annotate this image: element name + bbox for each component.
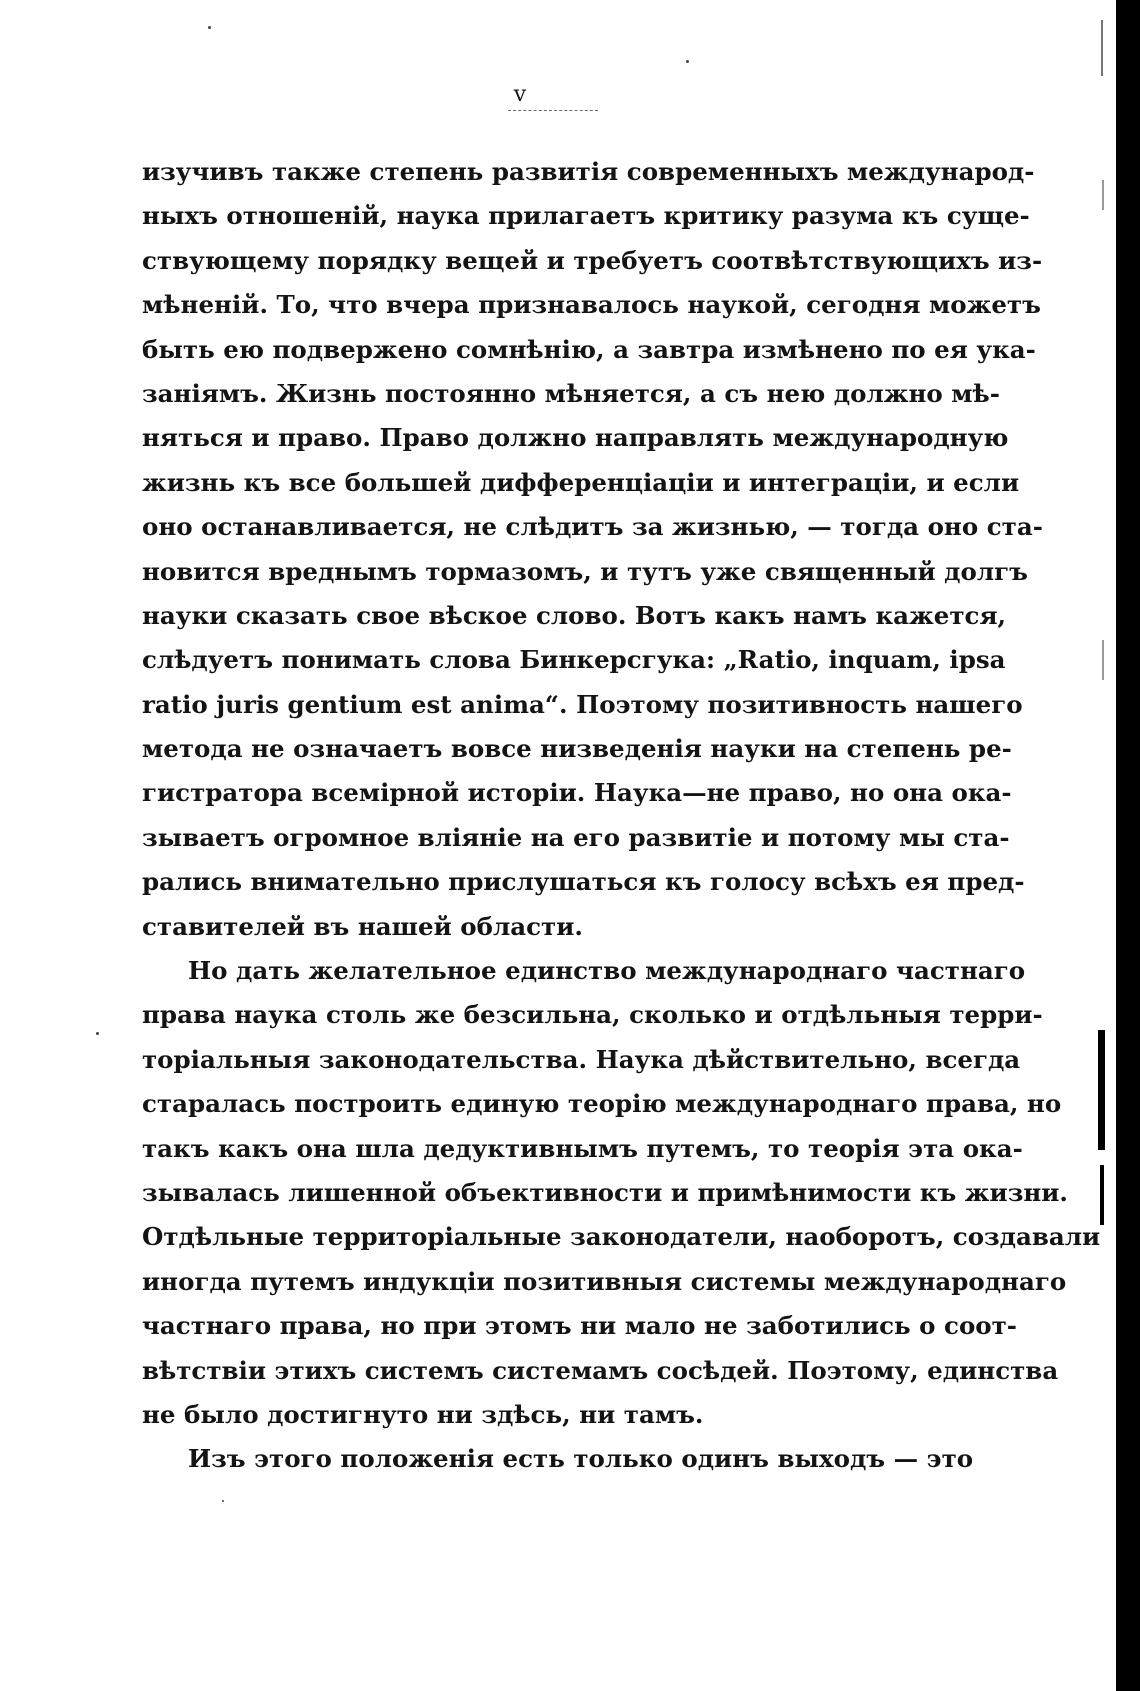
text-line: зывалась лишенной объективности и примѣнимости къ жизни. <box>142 1177 1068 1207</box>
text-line: мѣненій. То, что вчера признавалось наукой, сегодня можетъ <box>142 290 1041 320</box>
text-line: Отдѣльные территоріальные законодатели, наоборотъ, создавали <box>142 1222 1101 1252</box>
scan-edge-mark <box>1101 20 1103 76</box>
text-line: вѣтствіи этихъ системъ системамъ сосѣдей. Поэтому, единства <box>142 1355 1059 1385</box>
text-line: зываетъ огромное вліяніе на его развитіе и потому мы ста- <box>142 822 1010 852</box>
text-line: старалась построить единую теорію международнаго права, но <box>142 1089 1062 1119</box>
text-line: не было достигнуто ни здѣсь, ни тамъ. <box>142 1399 704 1429</box>
body-text <box>142 150 1101 1482</box>
text-line: слѣдуетъ понимать слова Бинкерсгука: „Ratio, inquam, ipsa <box>142 645 1006 675</box>
text-line: оно останавливается, не слѣдитъ за жизнью, — тогда оно ста- <box>142 512 1043 542</box>
scan-speck <box>222 1500 224 1502</box>
scan-speck <box>686 60 689 63</box>
scan-edge-mark <box>1102 640 1104 680</box>
text-line: ствующему порядку вещей и требуетъ соотвѣтствующихъ из- <box>142 245 1043 275</box>
text-line: такъ какъ она шла дедуктивнымъ путемъ, то теорія эта ока- <box>142 1133 1023 1163</box>
text-line: заніямъ. Жизнь постоянно мѣняется, а съ нею должно мѣ- <box>142 378 1000 408</box>
text-line: торіальныя законодательства. Наука дѣйствительно, всегда <box>142 1044 1021 1074</box>
text-line: изучивъ также степень развитія современныхъ международ- <box>142 157 1035 186</box>
text-line: рались внимательно прислушаться къ голосу всѣхъ ея пред- <box>142 867 1025 897</box>
header-rule <box>508 110 598 111</box>
scan-edge-mark <box>1100 1165 1104 1225</box>
scan-speck <box>208 26 211 29</box>
text-line: метода не означаетъ вовсе низведенія науки на степень ре- <box>142 734 1012 764</box>
page-number: v <box>513 82 527 107</box>
scan-edge-bar <box>1116 0 1140 1691</box>
text-line: права наука столь же безсильна, сколько и отдѣльныя терри- <box>142 1000 1043 1030</box>
text-line: новится вреднымъ тормазомъ, и тутъ уже священный долгъ <box>142 556 1028 586</box>
text-line: гистратора всемірной исторіи. Наука—не право, но она ока- <box>142 778 1012 808</box>
text-line: ставителей въ нашей области. <box>142 911 583 941</box>
paragraph-start-line: Изъ этого положенія есть только одинъ выходъ — это <box>188 1444 974 1474</box>
text-line: частнаго права, но при этомъ ни мало не заботились о соот- <box>142 1311 1017 1341</box>
paragraph-start-line: Но дать желательное единство международнаго частнаго <box>188 956 1026 986</box>
scan-edge-mark <box>1098 1030 1105 1150</box>
text-line: жизнь къ все большей дифференціаціи и интеграціи, и если <box>142 467 1020 497</box>
text-line: няться и право. Право должно направлять международную <box>142 423 1009 453</box>
text-line: науки сказать свое вѣское слово. Вотъ какъ намъ кажется, <box>142 600 1007 630</box>
text-line: ныхъ отношеній, наука прилагаетъ критику разума къ суще- <box>142 201 1030 231</box>
scan-speck <box>96 1032 99 1035</box>
text-line: иногда путемъ индукціи позитивныя системы международнаго <box>142 1266 1067 1296</box>
text-line: быть ею подвержено сомнѣнію, а завтра измѣнено по ея ука- <box>142 334 1036 364</box>
scan-edge-mark <box>1102 180 1104 210</box>
text-line: ratio juris gentium est anima“. Поэтому позитивность нашего <box>142 689 1023 719</box>
